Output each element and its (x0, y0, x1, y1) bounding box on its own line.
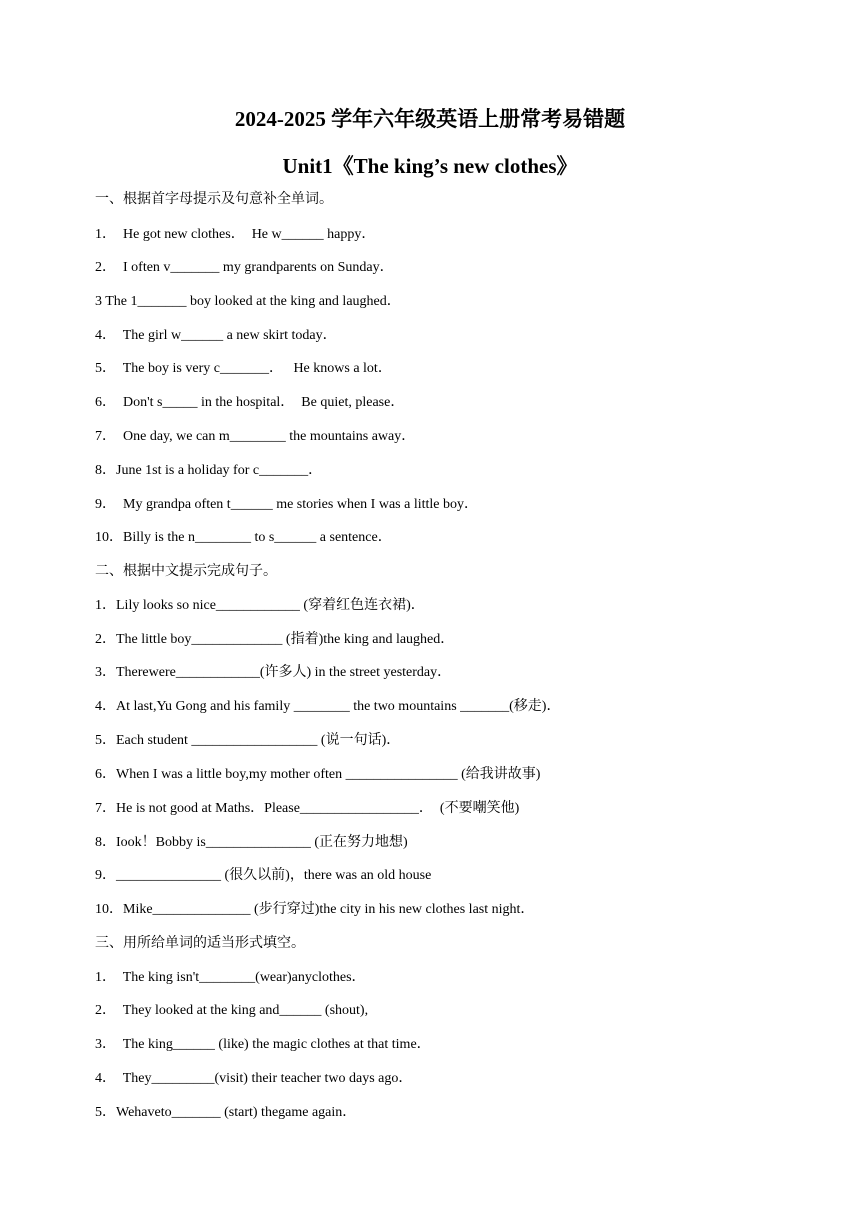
question-item: 3 The 1_______ boy looked at the king and laughed． (95, 294, 401, 309)
document-title: 2024-2025 学年六年级英语上册常考易错题 (234, 107, 626, 131)
question-item: 9． My grandpa often t______ me stories when I was a little boy． (95, 497, 478, 512)
question-item: 4． The girl w______ a new skirt today． (95, 328, 337, 343)
question-item: 8．June 1st is a holiday for c_______． (95, 463, 323, 478)
question-item: 4． They_________(visit) their teacher two days ago． (95, 1071, 413, 1086)
section-heading: 二、根据中文提示完成句子。 (95, 564, 277, 579)
section-heading: 三、用所给单词的适当形式填空。 (95, 936, 305, 951)
question-item: 1． The king isn't________(wear)anyclothes． (95, 970, 366, 985)
question-item: 1．Lily looks so nice____________ (穿着红色连衣裙)． (95, 598, 425, 613)
question-item: 1． He got new clothes． He w______ happy． (95, 227, 376, 242)
question-item: 7．He is not good at Maths．Please_________________． (不要嘲笑他) (95, 801, 520, 816)
question-item: 5．Wehaveto_______ (start) thegame again． (95, 1105, 357, 1120)
question-item: 5．Each student __________________ (说一句话)． (95, 733, 401, 748)
section-heading: 一、根据首字母提示及句意补全单词。 (95, 192, 333, 207)
question-item: 2． They looked at the king and______ (shout), (95, 1003, 369, 1018)
question-item: 2． I often v_______ my grandparents on Sunday． (95, 260, 394, 275)
question-item: 6．When I was a little boy,my mother often ________________ (给我讲故事) (95, 767, 541, 782)
question-item: 5． The boy is very c_______． He knows a lot． (95, 361, 392, 376)
document-subtitle: Unit1《The king’s new clothes》 (282, 154, 578, 178)
question-item: 8．Iook！Bobby is_______________ (正在努力地想) (95, 835, 408, 850)
question-item: 10．Mike______________ (步行穿过)the city in his new clothes last night． (95, 902, 535, 917)
question-item: 2．The little boy_____________ (指着)the king and laughed． (95, 632, 455, 647)
question-item: 4．At last,Yu Gong and his family ________ the two mountains _______(移走)． (95, 699, 561, 714)
question-item: 9．_______________ (很久以前)，there was an old house (95, 868, 432, 883)
question-item: 3．Therewere____________(许多人) in the street yesterday． (95, 665, 452, 680)
question-item: 6． Don't s_____ in the hospital． Be quiet, please． (95, 395, 405, 410)
question-item: 10．Billy is the n________ to s______ a sentence． (95, 530, 392, 545)
question-item: 7． One day, we can m________ the mountains away． (95, 429, 416, 444)
question-item: 3． The king______ (like) the magic clothes at that time． (95, 1037, 431, 1052)
